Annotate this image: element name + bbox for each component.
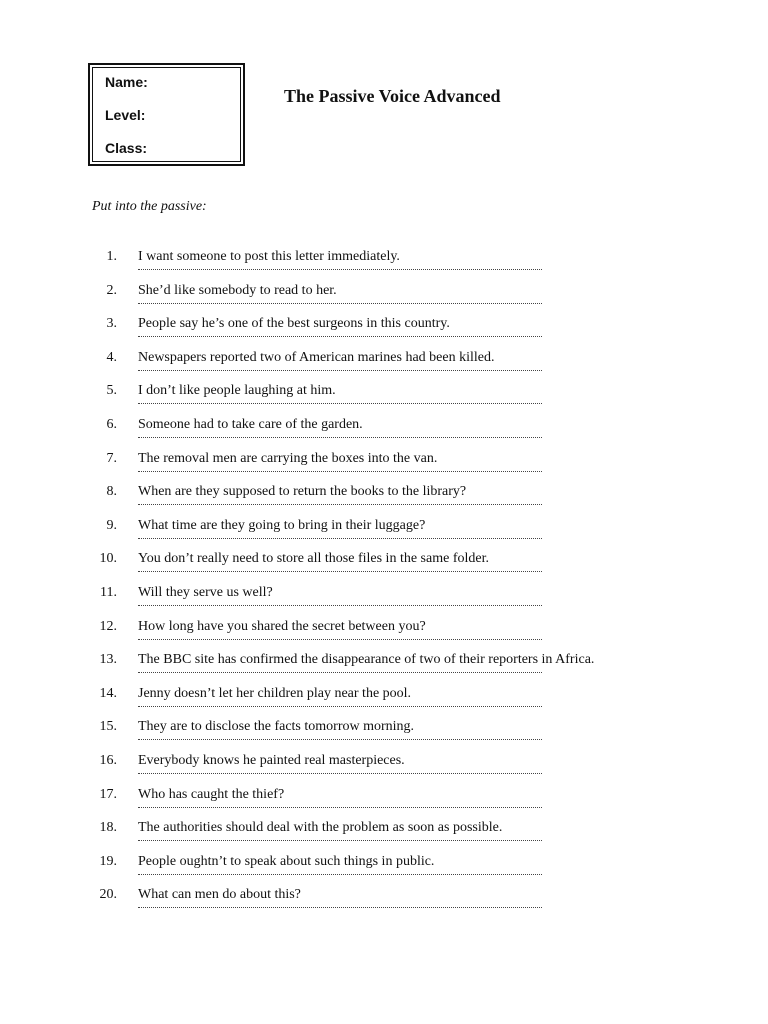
question-text: I want someone to post this letter immediately. [138, 249, 400, 264]
question-text: You don’t really need to store all those files in the same folder. [138, 551, 489, 567]
answer-line[interactable] [138, 870, 542, 875]
answer-line[interactable] [138, 366, 542, 371]
question-text: People say he’s one of the best surgeons in this country. [138, 316, 450, 332]
question-item [0, 417, 768, 450]
level-label: Level: [105, 107, 146, 123]
answer-line[interactable] [138, 903, 542, 908]
question-item [0, 350, 768, 383]
question-number: 9. [106, 517, 117, 533]
answer-line[interactable] [138, 500, 542, 505]
answer-line[interactable] [138, 601, 542, 606]
question-item [0, 619, 768, 652]
name-label: Name: [105, 74, 148, 90]
question-number: 16. [99, 753, 117, 768]
answer-line[interactable] [138, 769, 542, 774]
answer-line[interactable] [138, 332, 542, 337]
answer-line[interactable] [138, 702, 542, 707]
question-item [0, 753, 768, 786]
question-item [0, 652, 768, 685]
question-text: The removal men are carrying the boxes into the van. [138, 450, 438, 466]
question-item [0, 451, 768, 484]
question-item [0, 787, 768, 820]
question-number: 18. [99, 820, 117, 836]
question-number: 15. [99, 719, 117, 735]
student-info-box-inner [92, 67, 241, 162]
answer-line[interactable] [138, 567, 542, 572]
answer-line[interactable] [138, 467, 542, 472]
question-text: Everybody knows he painted real masterpieces. [138, 753, 405, 768]
question-number: 2. [106, 282, 117, 298]
question-item [0, 484, 768, 517]
question-item [0, 551, 768, 584]
question-text: People oughtn’t to speak about such things in public. [138, 853, 435, 869]
question-text: She’d like somebody to read to her. [138, 282, 337, 298]
question-number: 14. [99, 685, 117, 701]
question-item [0, 854, 768, 887]
answer-line[interactable] [138, 735, 542, 740]
question-number: 3. [106, 316, 117, 332]
answer-line[interactable] [138, 265, 542, 270]
question-number: 13. [99, 652, 117, 668]
worksheet-title: The Passive Voice Advanced [284, 86, 501, 106]
answer-line[interactable] [138, 433, 542, 438]
question-item [0, 820, 768, 853]
question-number: 4. [106, 349, 117, 365]
question-text: Will they serve us well? [138, 585, 273, 600]
question-number: 10. [99, 551, 117, 567]
question-text: The BBC site has confirmed the disappearance of two of their reporters in Africa. [138, 652, 595, 668]
question-text: What can men do about this? [138, 887, 301, 903]
question-text: How long have you shared the secret between you? [138, 618, 426, 634]
question-item [0, 585, 768, 618]
question-number: 1. [106, 249, 117, 264]
question-text: The authorities should deal with the problem as soon as possible. [138, 820, 503, 836]
question-number: 7. [106, 450, 117, 466]
question-number: 8. [106, 484, 117, 500]
class-label: Class: [105, 140, 148, 156]
question-number: 5. [106, 383, 117, 399]
answer-line[interactable] [138, 534, 542, 539]
answer-line[interactable] [138, 803, 542, 808]
question-item [0, 719, 768, 752]
question-text: When are they supposed to return the books to the library? [138, 484, 467, 500]
answer-line[interactable] [138, 399, 542, 404]
question-item [0, 283, 768, 316]
question-item [0, 316, 768, 349]
question-number: 20. [99, 887, 117, 903]
question-text: Who has caught the thief? [138, 786, 285, 802]
question-number: 6. [106, 417, 117, 432]
student-info-box [88, 63, 245, 166]
question-number: 19. [99, 853, 117, 869]
answer-line[interactable] [138, 668, 542, 673]
question-item [0, 686, 768, 719]
question-text: I don’t like people laughing at him. [138, 383, 336, 399]
answer-line[interactable] [138, 836, 542, 841]
question-text: Jenny doesn’t let her children play near the pool. [138, 685, 412, 701]
question-number: 12. [99, 618, 117, 634]
question-item [0, 249, 768, 282]
question-text: What time are they going to bring in their luggage? [138, 517, 426, 533]
question-text: Newspapers reported two of American marines had been killed. [138, 349, 495, 365]
answer-line[interactable] [138, 635, 542, 640]
question-item [0, 518, 768, 551]
question-item [0, 887, 768, 920]
answer-line[interactable] [138, 299, 542, 304]
question-number: 17. [99, 786, 117, 802]
question-text: Someone had to take care of the garden. [138, 417, 363, 432]
question-item [0, 383, 768, 416]
instruction-text: Put into the passive: [92, 199, 207, 214]
question-text: They are to disclose the facts tomorrow morning. [138, 719, 415, 735]
question-number: 11. [100, 585, 117, 600]
